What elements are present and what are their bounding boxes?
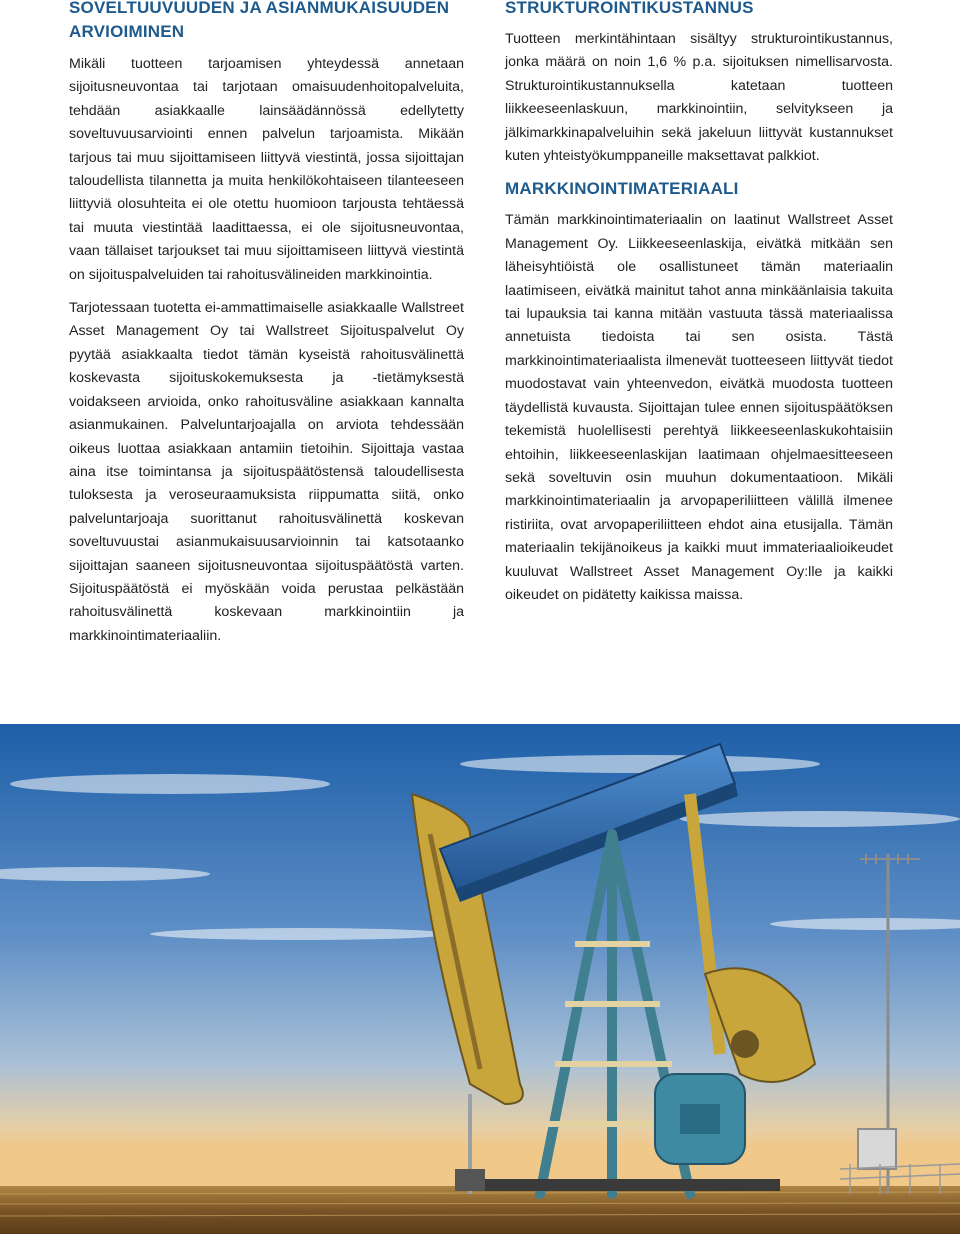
section-heading-suitability: SOVELTUUVUUDEN JA ASIANMUKAISUUDEN ARVIOIMINEN [69,0,450,41]
pumpjack-illustration [0,724,960,1234]
wellhead [455,1169,485,1191]
paragraph-structuring-cost: Tuotteen merkintähintaan sisältyy strukturointikustannus, jonka määrä on noin 1,6 % p.a. sijoituksen nimellisarvosta. Strukturointikustannuksella katetaan tuotteen liikkeeseenlaskuun, markkinointiin, selvitykseen ja jälkimarkkinapalveluihin sekä jakeluun liittyvät kustannukset kuten yhteistyökumppaneille maksettavat palkkiot. [505,31,893,165]
oil-pumpjack-photo [0,724,960,1234]
section-heading-structuring-cost: STRUKTUROINTIKUSTANNUS [505,0,754,17]
paragraph-suitability-2: Tarjotessaan tuotetta ei-ammattimaiselle asiakkaalle Wallstreet Asset Management Oy tai Wallstreet Sijoituspalvelut Oy pyytää asiakkaalta tiedot tämän kyseistä rahoitusvälinettä koskevasta sijoituskokemuksesta ja -tietämyksestä voidakseen arvioida, onko rahoitusväline asiakkaan kannalta asianmukainen. Palveluntarjoajalla on arviota tehdessään oikeus luottaa asiakkaan antamiin tietoihin. Sijoittaja vastaa aina itse toimintansa ja sijoituspäätöstensä taloudellisesta tuloksesta ja veroseuraamuksista riippumatta siitä, onko palveluntarjoaja suorittanut rahoitusvälinettä koskevan soveltuvuustai asianmukaisuusarvioinnin tai katsotaanko sijoittajan saaneen sijoitusneuvontaa sijoituspäätöstä varten. Sijoituspäätöstä ei myöskään voida perustaa pelkästään rahoitusvälinettä koskevaan markkinointiin ja markkinointimateriaaliin. [69,300,464,644]
control-cabinet [858,1129,896,1169]
left-column [69,0,464,648]
section-heading-marketing-material: MARKKINOINTIMATERIAALI [505,179,739,199]
base-frame [480,1179,780,1191]
paragraph-marketing-material: Tämän markkinointimateriaalin on laatinut Wallstreet Asset Management Oy. Liikkeeseenlaskija, eivätkä mitkään sen läheisyhtiöistä ole osallistuneet tämän materiaalin laatimiseen, eivätkä mainitut tahot anna minkäänlaisia takuita tai lupauksia tai kanna mitään vastuuta tässä materiaalissa annetuista tiedoista tai sen osista. Tästä markkinointimateriaalista ilmenevät tuotteeseen liittyvät tiedot muodostavat vain yhteenvedon, eivätkä muodosta tuotteen täydellistä kuvausta. Sijoittajan tulee ennen sijoituspäätöksen tekemistä huolellisesti perehtyä liikkeeseenlaskukohtaisiin ehtoihin, liikkeeseenlaskijan laatimaan ohjelmaesitteeseen sekä soveltuvin osin muuhun dokumentaatioon. Mikäli markkinointimateriaalin ja arvopaperiliitteen välillä ilmenee ristiriita, ovat arvopaperiliitteen ehdot aina etusijalla. Tämän materiaalin tekijänoikeus ja kaikki muut immateriaalioikeudet kuuluvat Wallstreet Asset Management Oy:lle ja kaikki oikeudet on pidätetty kaikissa maissa. [505,212,893,603]
right-column [505,0,893,607]
paragraph-suitability-1: Mikäli tuotteen tarjoamisen yhteydessä annetaan sijoitusneuvontaa tai tarjotaan omaisuudenhoitopalveluita, tehdään asiakkaalle lainsäädännössä edellytetty soveltuvuusarviointi ennen palvelun tarjoamista. Mikään tarjous tai muu sijoittamiseen liittyvä viestintä, jossa sijoittajan taloudellista tilannetta ja muita henkilökohtaiseen tilanteeseen liittyviä olosuhteita ei ole otettu huomioon tarjousta tehtäessä tai muuta viestintää laadittaessa, ei ole sijoitusneuvontaa, vaan tällaiset tarjoukset tai muu sijoittamiseen liittyvä viestintä on sijoituspalveluiden tai rahoitusvälineiden markkinointia. [69,56,464,283]
